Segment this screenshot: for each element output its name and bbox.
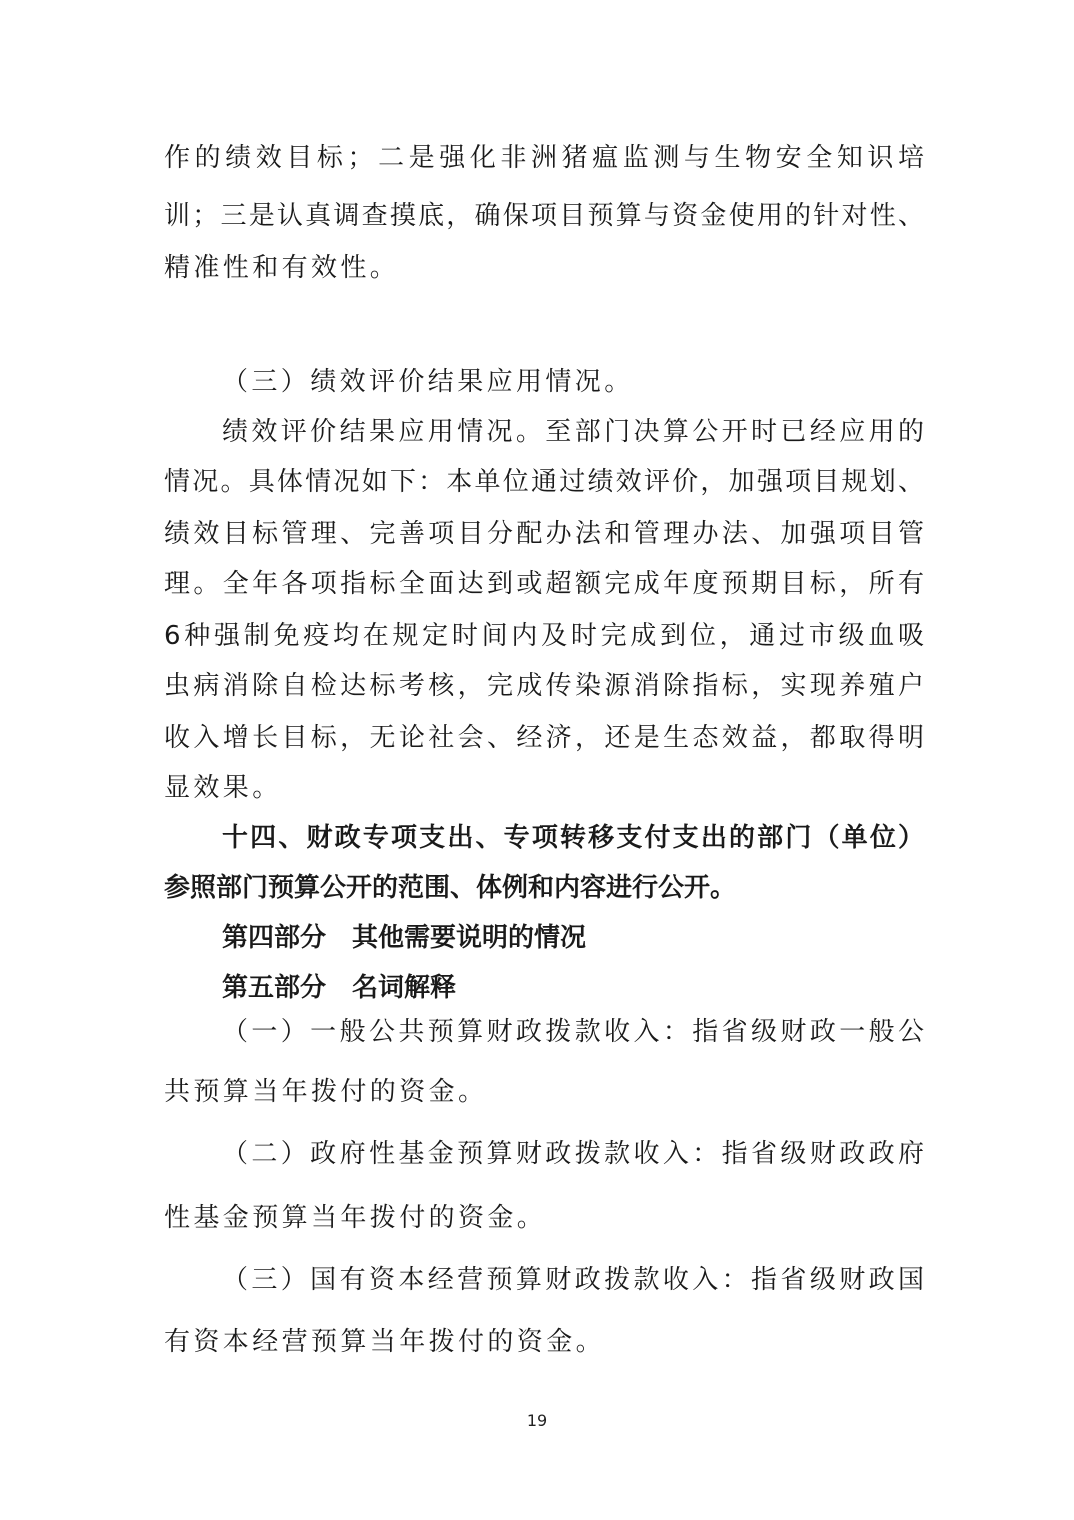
part-heading: 第五部分 名词解释 [222,973,457,1003]
text-line: 作的绩效目标；二是强化非洲猪瘟监测与生物安全知识培 [164,143,924,173]
text-line: 收入增长目标，无论社会、经济，还是生态效益，都取得明 [164,723,924,753]
text-line: 理。全年各项指标全面达到或超额完成年度预期目标，所有 [164,569,924,599]
text-line: 训；三是认真调查摸底，确保项目预算与资金使用的针对性、 [164,201,924,231]
text-line: （一）一般公共预算财政拨款收入：指省级财政一般公 [222,1017,924,1047]
text-line: 显效果。 [164,773,282,803]
part-heading: 第四部分 其他需要说明的情况 [222,923,587,953]
text-line: 绩效评价结果应用情况。至部门决算公开时已经应用的 [222,417,924,447]
bold-heading-line: 参照部门预算公开的范围、体例和内容进行公开。 [164,873,737,903]
text-line: 虫病消除自检达标考核，完成传染源消除指标，实现养殖户 [164,671,924,701]
text-line: 共预算当年拨付的资金。 [164,1077,488,1107]
text-line: （三）国有资本经营预算财政拨款收入：指省级财政国 [222,1265,924,1295]
text-line: 情况。具体情况如下：本单位通过绩效评价，加强项目规划、 [164,467,924,497]
page-number: 19 [526,1411,548,1430]
text-line: 有资本经营预算当年拨付的资金。 [164,1327,606,1357]
bold-heading-line: 十四、财政专项支出、专项转移支付支出的部门（单位） [222,823,924,853]
text-line: （二）政府性基金预算财政拨款收入：指省级财政政府 [222,1139,924,1169]
text-line: 精准性和有效性。 [164,253,400,283]
text-line: 性基金预算当年拨付的资金。 [164,1203,547,1233]
section-heading: （三）绩效评价结果应用情况。 [222,367,634,397]
text-line: 绩效目标管理、完善项目分配办法和管理办法、加强项目管 [164,519,924,549]
text-line: 6种强制免疫均在规定时间内及时完成到位，通过市级血吸 [164,621,924,651]
